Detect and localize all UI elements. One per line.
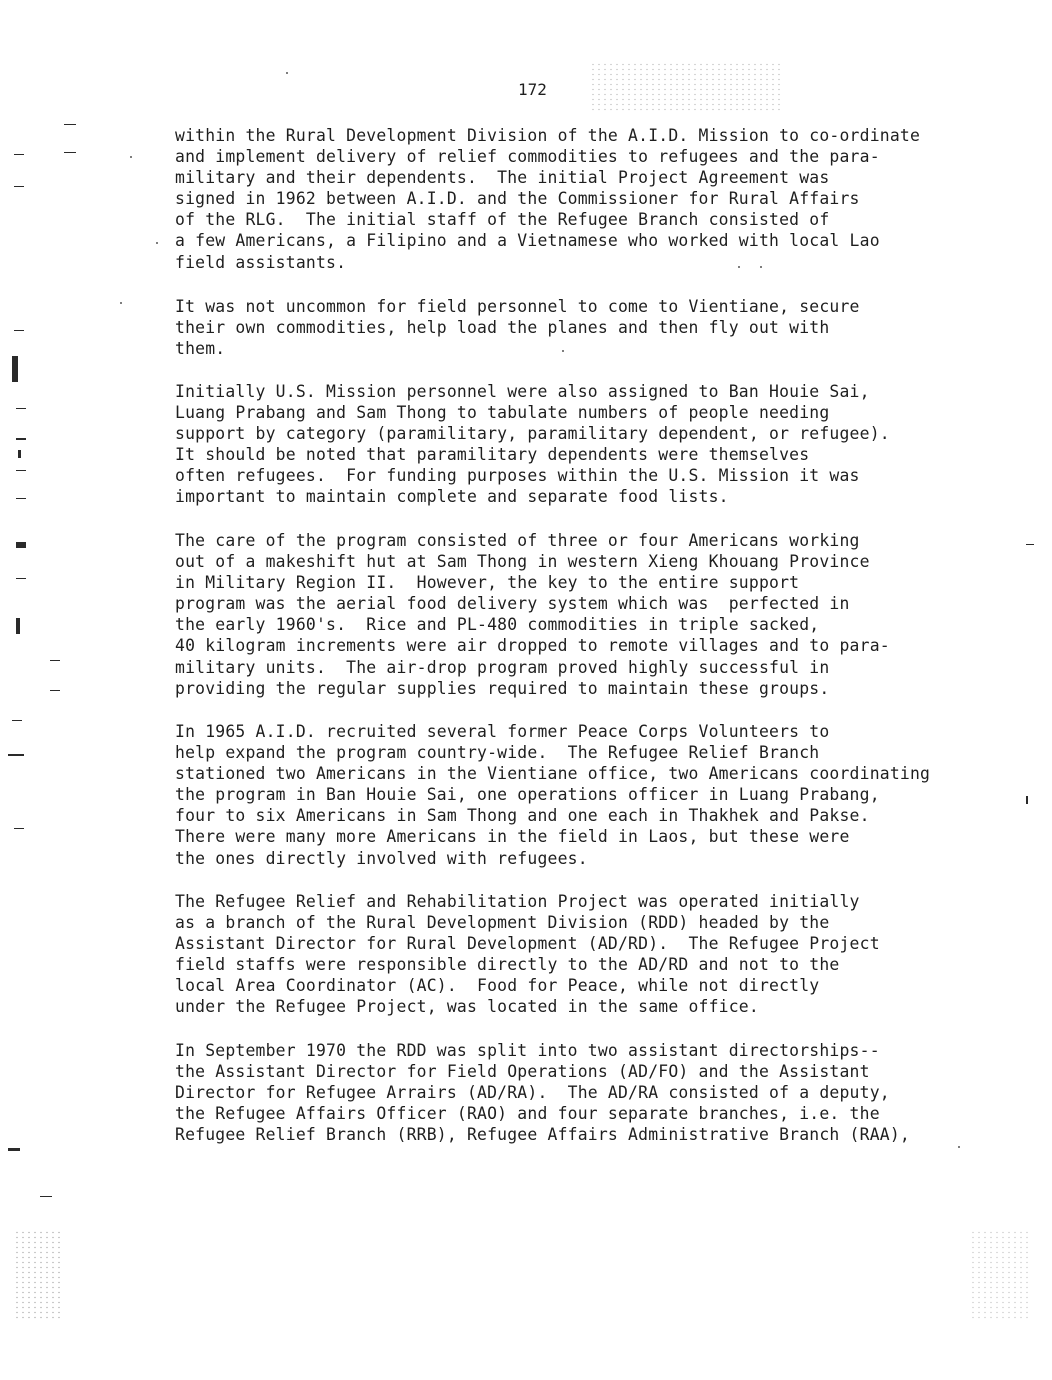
scan-mark: [40, 1196, 52, 1197]
scan-mark: [16, 498, 26, 499]
text-line: the Refugee Affairs Officer (RAO) and four separate branches, i.e. the: [175, 1104, 880, 1124]
text-line: field assistants.: [175, 252, 347, 272]
scan-speck: [120, 302, 122, 304]
scan-mark: [8, 754, 24, 756]
scan-mark: [12, 720, 22, 721]
paragraph: [175, 721, 1005, 869]
text-line: support by category (paramilitary, paramilitary dependent, or refugee).: [175, 424, 890, 444]
scan-mark: [14, 186, 24, 187]
scan-speck: [130, 156, 132, 158]
scan-mark: [18, 450, 21, 458]
text-line: 40 kilogram increments were air dropped to remote villages and to para-: [175, 636, 890, 656]
scan-mark: [16, 618, 20, 634]
text-line: field staffs were responsible directly to the AD/RD and not to the: [175, 955, 840, 975]
text-line: a few Americans, a Filipino and a Vietnamese who worked with local Lao: [175, 231, 880, 251]
text-line: signed in 1962 between A.I.D. and the Commissioner for Rural Affairs: [175, 189, 860, 209]
text-line: Assistant Director for Rural Development (AD/RD). The Refugee Project: [175, 934, 880, 954]
scan-mark: [50, 690, 60, 691]
text-line: the program in Ban Houie Sai, one operations officer in Luang Prabang,: [175, 785, 880, 805]
scan-mark: [14, 828, 24, 829]
text-line: Refugee Relief Branch (RRB), Refugee Affairs Administrative Branch (RAA),: [175, 1125, 910, 1145]
text-line: stationed two Americans in the Vientiane office, two Americans coordinating: [175, 764, 931, 784]
scan-mark: [16, 408, 26, 409]
text-line: program was the aerial food delivery system which was perfected in: [175, 594, 850, 614]
text-line: their own commodities, help load the planes and then fly out with: [175, 318, 830, 338]
text-line: In September 1970 the RDD was split into two assistant directorships--: [175, 1041, 880, 1060]
text-line: important to maintain complete and separate food lists.: [175, 487, 729, 507]
page-number: 172: [518, 80, 547, 99]
scan-mark: [64, 152, 76, 153]
text-line: military units. The air-drop program proved highly successful in: [175, 657, 830, 677]
scan-mark: [16, 470, 26, 471]
text-line: within the Rural Development Division of the A.I.D. Mission to co-ordinate: [175, 126, 921, 145]
text-line: under the Refugee Project, was located in the same office.: [175, 997, 759, 1017]
scan-speck: [738, 266, 740, 268]
text-line: help expand the program country-wide. The Refugee Relief Branch: [175, 743, 820, 763]
text-line: out of a makeshift hut at Sam Thong in western Xieng Khouang Province: [175, 552, 870, 572]
scan-mark: [16, 578, 26, 579]
text-line: in Military Region II. However, the key to the entire support: [175, 573, 800, 593]
scan-mark: [12, 356, 18, 382]
paragraph: [175, 125, 1005, 273]
scan-mark: [8, 1148, 20, 1151]
scan-mark: [1026, 796, 1028, 804]
scan-mark: [14, 154, 24, 155]
paragraph: [175, 1040, 1005, 1145]
text-line: of the RLG. The initial staff of the Refugee Branch consisted of: [175, 210, 830, 230]
scan-mark: [16, 542, 26, 548]
text-line: them.: [175, 339, 226, 359]
text-line: four to six Americans in Sam Thong and one each in Thakhek and Pakse.: [175, 806, 870, 826]
scan-speck: [958, 1146, 960, 1148]
text-line: the ones directly involved with refugees.: [175, 848, 588, 868]
scan-speck: [156, 242, 158, 244]
scan-noise: [970, 1230, 1030, 1320]
scan-mark: [16, 438, 26, 440]
text-line: It was not uncommon for field personnel to come to Vientiane, secure: [175, 297, 860, 316]
scan-speck: [286, 72, 288, 74]
text-line: In 1965 A.I.D. recruited several former Peace Corps Volunteers to: [175, 722, 830, 741]
paragraph: [175, 891, 1005, 1018]
text-line: There were many more Americans in the field in Laos, but these were: [175, 827, 850, 847]
scan-mark: [50, 660, 60, 661]
text-line: local Area Coordinator (AC). Food for Peace, while not directly: [175, 976, 820, 996]
scan-noise: [590, 62, 780, 112]
text-line: Director for Refugee Arrairs (AD/RA). The AD/RA consisted of a deputy,: [175, 1083, 890, 1103]
scan-mark: [64, 124, 76, 125]
scan-noise: [14, 1230, 64, 1320]
text-line: It should be noted that paramilitary dependents were themselves: [175, 445, 810, 465]
scan-speck: [562, 350, 564, 352]
scan-mark: [1026, 544, 1034, 545]
text-line: Luang Prabang and Sam Thong to tabulate numbers of people needing: [175, 403, 830, 423]
text-line: as a branch of the Rural Development Division (RDD) headed by the: [175, 913, 830, 933]
scan-mark: [14, 330, 24, 331]
text-line: military and their dependents. The initial Project Agreement was: [175, 168, 830, 188]
text-line: the Assistant Director for Field Operations (AD/FO) and the Assistant: [175, 1062, 870, 1082]
paragraph: [175, 530, 1005, 699]
text-line: often refugees. For funding purposes within the U.S. Mission it was: [175, 466, 860, 486]
text-line: providing the regular supplies required to maintain these groups.: [175, 678, 830, 698]
text-line: the early 1960's. Rice and PL-480 commodities in triple sacked,: [175, 615, 820, 635]
text-line: Initially U.S. Mission personnel were also assigned to Ban Houie Sai,: [175, 382, 870, 401]
paragraph: [175, 296, 1005, 359]
text-line: The care of the program consisted of three or four Americans working: [175, 531, 860, 550]
paragraph: [175, 381, 1005, 508]
scan-speck: [760, 266, 762, 268]
text-line: and implement delivery of relief commodities to refugees and the para-: [175, 147, 880, 167]
text-line: The Refugee Relief and Rehabilitation Project was operated initially: [175, 892, 860, 911]
